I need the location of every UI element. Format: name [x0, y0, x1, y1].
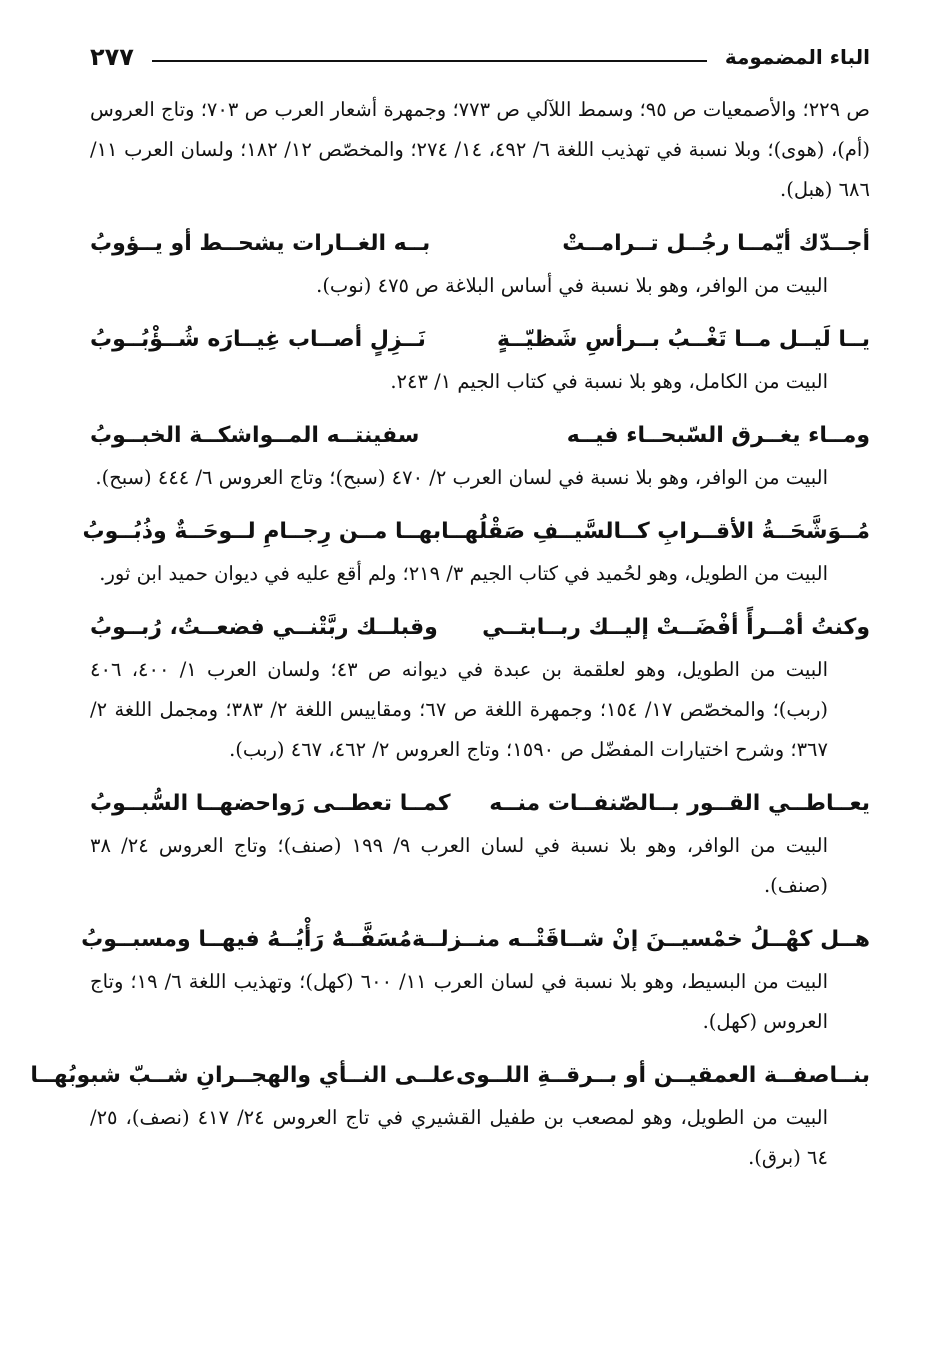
- verse-note: البيت من الوافر، وهو بلا نسبة في لسان العرب ٩/ ١٩٩ (صنف)؛ وتاج العروس ٢٤/ ٣٨ (صنف).: [90, 834, 828, 897]
- first-hemistich: ومــاء يغــرق السّبحــاء فيــه: [566, 423, 870, 448]
- verse-line: [90, 318, 870, 362]
- second-hemistich: علــى النــأي والهجــرانِ شــبّ شبوبُهــا: [30, 1063, 456, 1088]
- verse-line: [82, 510, 870, 554]
- verse-entry: [30, 1054, 870, 1178]
- verse-entry: [90, 606, 870, 770]
- verse-note: البيت من الوافر، وهو بلا نسبة في أساس البلاغة ص ٤٧٥ (نوب).: [316, 274, 828, 297]
- first-hemistich: يــا لَيــل مــا تَغْــبُ بــرأسِ شَظيّــةٍ: [496, 327, 870, 352]
- verse-note: البيت من البسيط، وهو بلا نسبة في لسان العرب ١١/ ٦٠٠ (كهل)؛ وتهذيب اللغة ٦/ ١٩؛ وتاج العروس (كهل).: [90, 970, 828, 1033]
- first-hemistich: أجــدّك أيّمــا رجُــل تــرامــتْ: [562, 231, 870, 256]
- first-hemistich: يعــاطــي القــور بــالصّنفــات منــه: [489, 791, 870, 816]
- verse-line: [90, 606, 870, 650]
- verse-line: [90, 222, 870, 266]
- verse-line: [30, 1054, 870, 1098]
- first-hemistich: مُــوَشَّحَــةُ الأقــرابِ كــالسَّيــفِ صَقْلُهــا: [441, 519, 870, 544]
- second-hemistich: نَــزِلٍ أصــاب غِيــارَه شُــؤْبُــوبُ: [90, 327, 426, 352]
- verse-line: [81, 918, 870, 962]
- verse-entry: [90, 414, 870, 498]
- verse-note: البيت من الطويل، وهو لحُميد في كتاب الجيم ٣/ ٢١٩؛ ولم أقع عليه في ديوان حميد ابن ثور.: [99, 562, 828, 585]
- page-number: ٢٧٧: [90, 43, 134, 71]
- second-hemistich: سفينتــه المــواشكــة الخبــوبُ: [90, 423, 420, 448]
- first-hemistich: هــل كهْــلُ خمْسيــنَ إنْ شــاقَتْــه منــزلــة: [411, 927, 870, 952]
- verse-entry: [82, 510, 870, 594]
- second-hemistich: وقبلــك ربَّتْنــي فضعــتُ، رُبــوبُ: [90, 615, 438, 640]
- verse-entry: [90, 222, 870, 306]
- second-hemistich: مُسَفَّــهٌ رَأْيُــهُ فيهــا ومسبــوبُ: [81, 927, 412, 952]
- verse-entry: [81, 918, 870, 1042]
- verse-entry: [90, 318, 870, 402]
- second-hemistich: بــه الغــارات يشحــط أو يــؤوبُ: [90, 231, 431, 256]
- verse-note: البيت من الوافر، وهو بلا نسبة في لسان العرب ٢/ ٤٧٠ (سبح)؛ وتاج العروس ٦/ ٤٤٤ (سبح).: [95, 466, 828, 489]
- intro-footnote: ص ٢٢٩؛ والأصمعيات ص ٩٥؛ وسمط اللآلي ص ٧٧٣؛ وجمهرة أشعار العرب ص ٧٠٣؛ وتاج العروس (أم)، (هوى)؛ وبلا نسبة في تهذيب اللغة ٦/ ٤٩٢، ١٤/ ٢٧٤؛ والمخصّص ١٢/ ١٨٢؛ ولسان العرب ١١/ ٦٨٦ (هبل).: [90, 98, 870, 201]
- first-hemistich: وكنتُ أمْــرأً أفْضَــتْ إليــك ربــابتــي: [482, 615, 870, 640]
- second-hemistich: كمــا تعطــى رَواحضهــا السُّبــوبُ: [90, 791, 451, 816]
- first-hemistich: بنــاصفــة العمقيــن أو بــرقــةِ اللــوى: [455, 1063, 870, 1088]
- page-header: [90, 34, 870, 80]
- verse-entry: [90, 782, 870, 906]
- second-hemistich: بهــا مــن رِجــامِ لــوحَــةٌ وذُبُــوبُ: [82, 519, 442, 544]
- header-rule: [152, 60, 707, 62]
- verse-line: [90, 414, 870, 458]
- running-title: الباء المضمومة: [724, 45, 870, 69]
- verse-line: [90, 782, 870, 826]
- verse-note: البيت من الكامل، وهو بلا نسبة في كتاب الجيم ١/ ٢٤٣.: [390, 370, 828, 393]
- verse-note: البيت من الطويل، وهو لمصعب بن طفيل القشيري في تاج العروس ٢٤/ ٤١٧ (نصف)، ٢٥/ ٦٤ (برق).: [90, 1106, 828, 1169]
- verse-note: البيت من الطويل، وهو لعلقمة بن عبدة في ديوانه ص ٤٣؛ ولسان العرب ١/ ٤٠٠، ٤٠٦ (ربب)؛ والمخصّص ١٧/ ١٥٤؛ وجمهرة اللغة ص ٦٧؛ ومقاييس اللغة ٢/ ٣٨٣؛ ومجمل اللغة ٢/ ٣٦٧؛ وشرح اختيارات المفضّل ص ١٥٩٠؛ وتاج العروس ٢/ ٤٦٢، ٤٦٧ (ربب).: [90, 658, 828, 761]
